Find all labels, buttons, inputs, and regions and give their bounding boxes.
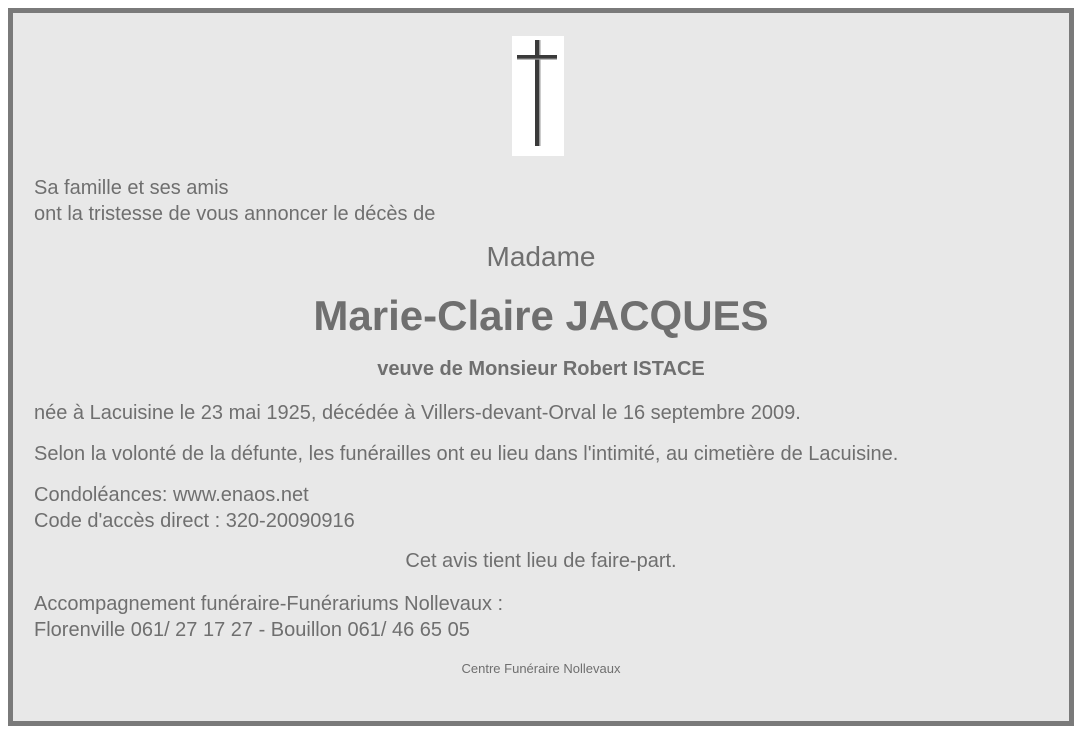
honorific-title: Madame xyxy=(486,241,596,272)
intro-text xyxy=(34,175,435,227)
intro-line-2: ont la tristesse de vous annoncer le décès de xyxy=(34,203,436,225)
cross-image xyxy=(512,36,564,156)
condolences-link: Condoléances: www.enaos.net xyxy=(34,484,309,506)
access-code: Code d'accès direct : 320-20090916 xyxy=(34,510,355,532)
notice-text: Cet avis tient lieu de faire-part. xyxy=(405,550,677,572)
spouse-line: veuve de Monsieur Robert ISTACE xyxy=(377,358,705,380)
deceased-name: Marie-Claire JACQUES xyxy=(313,292,769,339)
condolences-block xyxy=(34,482,355,534)
birth-death-info: née à Lacuisine le 23 mai 1925, décédée à Villers-devant-Orval le 16 septembre 2009. xyxy=(34,402,801,424)
footer-credit: Centre Funéraire Nollevaux xyxy=(461,661,621,676)
death-notice-card xyxy=(8,8,1074,726)
latin-cross-icon xyxy=(512,36,564,156)
funeral-info: Selon la volonté de la défunte, les funérailles ont eu lieu dans l'intimité, au cimetière de Lacuisine. xyxy=(34,443,899,465)
funeral-home-name: Accompagnement funéraire-Funérariums Nollevaux : xyxy=(34,593,504,615)
funeral-home-phones: Florenville 061/ 27 17 27 - Bouillon 061/ 46 65 05 xyxy=(34,619,470,641)
intro-line-1: Sa famille et ses amis xyxy=(34,177,229,199)
funeral-home-block xyxy=(34,591,503,643)
